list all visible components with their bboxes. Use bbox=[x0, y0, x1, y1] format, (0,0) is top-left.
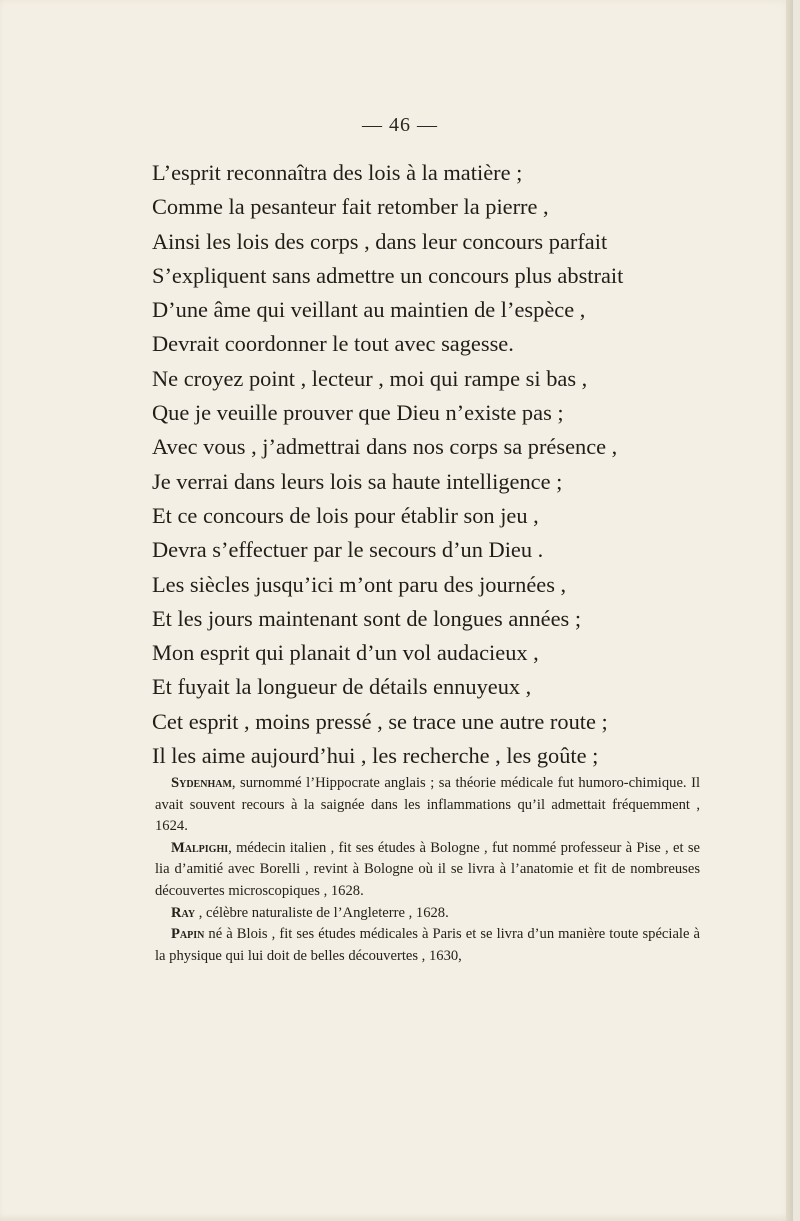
verse-line: Je verrai dans leurs lois sa haute intelligence ; bbox=[152, 468, 563, 494]
verse-line: Ainsi les lois des corps , dans leur concours parfait bbox=[152, 228, 608, 254]
verse-line: Et fuyait la longueur de détails ennuyeux , bbox=[152, 674, 532, 700]
verse-line: Cet esprit , moins pressé , se trace une autre route ; bbox=[152, 708, 608, 734]
poem-block bbox=[152, 156, 712, 773]
verse-line: Avec vous , j’admettrai dans nos corps sa présence , bbox=[152, 434, 618, 460]
verse-line: Il les aime aujourd’hui , les recherche , les goûte ; bbox=[152, 743, 599, 769]
verse-line: Ne croyez point , lecteur , moi qui rampe si bas , bbox=[152, 365, 588, 391]
verse-line: Et ce concours de lois pour établir son jeu , bbox=[152, 502, 539, 528]
footnote-name: Malpighi bbox=[171, 839, 229, 856]
verse-line: Que je veuille prouver que Dieu n’existe pas ; bbox=[152, 400, 564, 426]
page-edge bbox=[786, 0, 793, 1221]
footnotes bbox=[155, 773, 700, 967]
verse-line: L’esprit reconnaîtra des lois à la matière ; bbox=[152, 160, 523, 185]
verse-line: Devra s’effectuer par le secours d’un Dieu . bbox=[152, 537, 544, 563]
footnote-ray bbox=[155, 903, 700, 925]
page-number: — 46 — bbox=[362, 114, 438, 136]
footnote-name: Ray bbox=[171, 904, 196, 921]
footnote-text: né à Blois , fit ses études médicales à Paris et se livra d’un manière toute spéciale à la physique qui lui doit de belles découvertes , 1630, bbox=[155, 926, 700, 964]
footnote-text: , médecin italien , fit ses études à Bologne , fut nommé professeur à Pise , et se lia d’amitié avec Borelli , revint à Bologne où il se livra à l’anatomie et fit de nombreuses découvertes microscopiques , 1628. bbox=[155, 839, 700, 899]
verse-line: Mon esprit qui planait d’un vol audacieux , bbox=[152, 640, 539, 666]
verse-line: D’une âme qui veillant au maintien de l’espèce , bbox=[152, 297, 586, 323]
footnote-sydenham bbox=[155, 773, 700, 838]
footnote-papin bbox=[155, 924, 700, 967]
verse-line: Et les jours maintenant sont de longues années ; bbox=[152, 605, 582, 631]
verse-line: Devrait coordonner le tout avec sagesse. bbox=[152, 331, 514, 357]
footnote-text: , célèbre naturaliste de l’Angleterre , 1628. bbox=[195, 904, 449, 921]
footnote-name: Papin bbox=[171, 926, 205, 943]
footnote-text: , surnommé l’Hippocrate anglais ; sa théorie médicale fut humoro-chimique. Il avait souvent recours à la saignée dans les inflammations qu’il admettait fréquemment , 1624. bbox=[155, 775, 700, 835]
footnote-malpighi bbox=[155, 838, 700, 903]
verse-line: S’expliquent sans admettre un concours plus abstrait bbox=[152, 262, 624, 288]
verse-line: Comme la pesanteur fait retomber la pierre , bbox=[152, 194, 549, 220]
footnote-name: Sydenham bbox=[171, 775, 232, 791]
verse-line: Les siècles jusqu’ici m’ont paru des journées , bbox=[152, 571, 567, 597]
